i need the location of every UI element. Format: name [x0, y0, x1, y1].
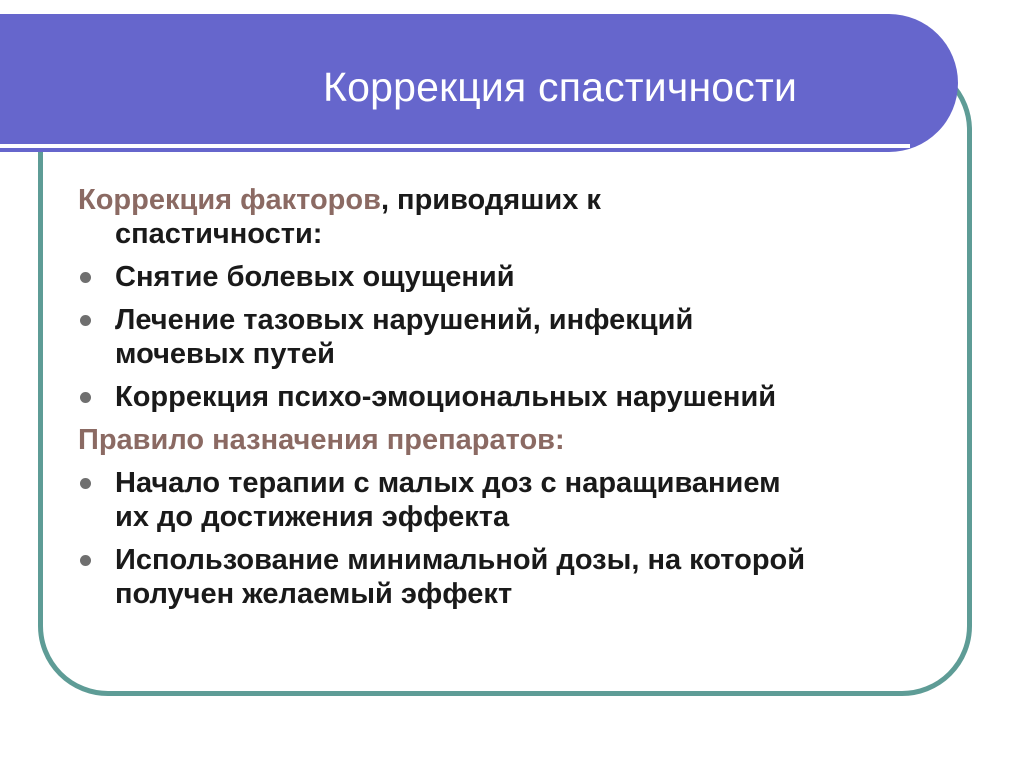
list-item-line: Коррекция психо-эмоциональных нарушений: [115, 381, 777, 413]
heading-accent-text: Коррекция факторов: [78, 184, 381, 216]
slide-content: [78, 183, 958, 620]
section-heading-drugs: Правило назначения препаратов:: [78, 424, 565, 456]
list-item-line-2: получен желаемый эффект: [115, 578, 513, 610]
list-item-line-2: их до достижения эффекта: [115, 501, 510, 533]
bullet-dot-icon: [80, 315, 91, 326]
bullet-dot-icon: [80, 555, 91, 566]
slide-title: Коррекция спастичности: [323, 64, 798, 110]
heading-rest-text: , приводяших к: [380, 184, 601, 216]
bullet-dot-icon: [80, 272, 91, 283]
list-item-line: Лечение тазовых нарушений, инфекций: [115, 304, 694, 336]
list-item: [78, 543, 958, 611]
section-heading-factors: [78, 183, 958, 251]
bullet-dot-icon: [80, 392, 91, 403]
heading-continuation: спастичности:: [115, 218, 323, 250]
list-item-line: Снятие болевых ощущений: [115, 261, 515, 293]
list-item-line-2: мочевых путей: [115, 338, 335, 370]
title-bar: [0, 14, 958, 152]
title-underline: [0, 144, 910, 148]
list-item: [78, 260, 958, 294]
list-item: [78, 303, 958, 371]
list-item-line: Использование минимальной дозы, на которой: [115, 544, 806, 576]
list-item-line: Начало терапии с малых доз с наращиванием: [115, 467, 781, 499]
list-item: [78, 380, 958, 414]
list-item: [78, 466, 958, 534]
bullet-dot-icon: [80, 478, 91, 489]
